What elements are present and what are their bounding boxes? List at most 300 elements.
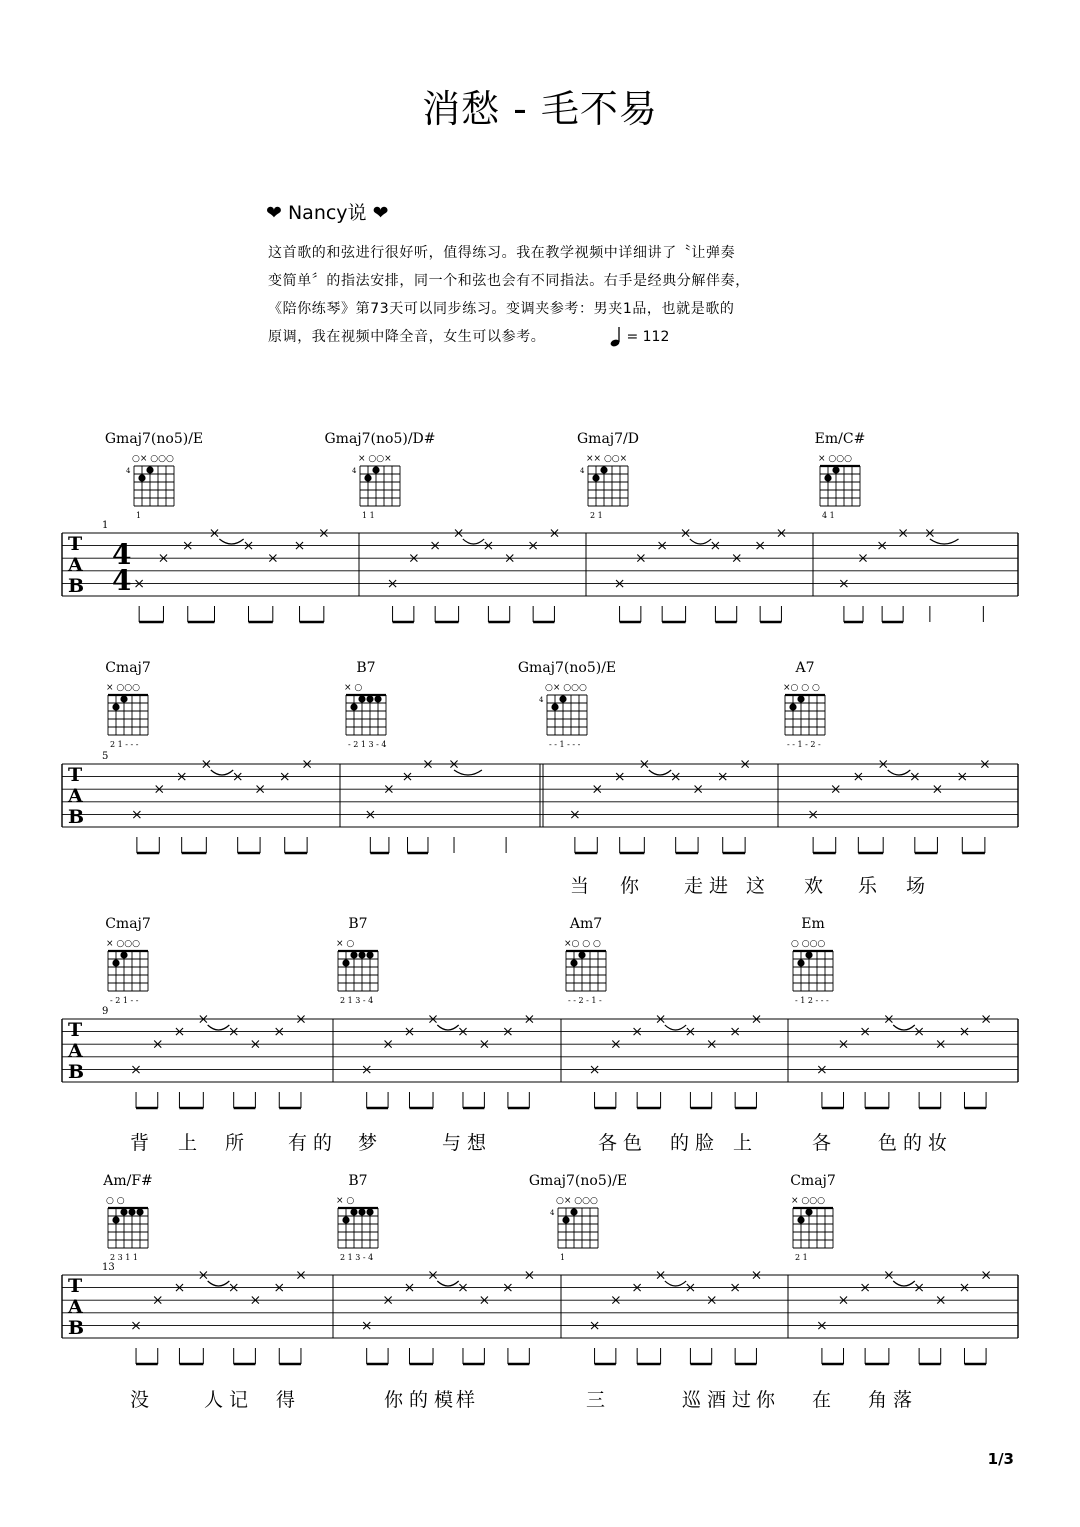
lyric-word: 你 <box>756 1389 782 1411</box>
note-line: 原调，我在视频中降全音，女生可以参考。 <box>268 329 546 345</box>
lyric-word: 在 <box>812 1389 838 1411</box>
tab-clef-letter: T <box>68 533 83 555</box>
chord-fingering: 1 <box>560 1253 566 1262</box>
tab-system <box>62 1173 1018 1411</box>
tab-note: × <box>979 756 991 773</box>
tab-note: × <box>227 1024 240 1041</box>
chord-diagram <box>102 1173 153 1262</box>
chord-finger-dot <box>120 951 127 958</box>
chord-open-muted-marks: ○ ○○○ <box>791 939 826 949</box>
chord-finger-dot <box>578 951 585 958</box>
note-line: 变简单〞的指法安排，同一个和弦也会有不同指法。右手是经典分解伴奏， <box>268 273 750 289</box>
tab-clef-letter: A <box>68 785 83 807</box>
tab-clef-letter: A <box>68 1296 83 1318</box>
tie-arc <box>649 770 671 775</box>
tab-note: × <box>934 1036 947 1053</box>
chord-finger-dot <box>789 703 796 710</box>
page-number: 1/3 <box>987 1450 1014 1468</box>
tie-arc <box>665 1025 686 1030</box>
tab-note: × <box>181 538 194 555</box>
chord-diagram <box>105 660 151 749</box>
tab-clef-letter: A <box>68 554 83 576</box>
chord-open-muted-marks: × ○ <box>336 1196 355 1206</box>
tab-note: × <box>548 525 561 542</box>
tab-note: × <box>716 769 729 786</box>
tab-note: × <box>609 1036 622 1053</box>
chord-diagram <box>105 916 151 1005</box>
chord-diagram <box>529 1173 627 1262</box>
tab-note: × <box>852 769 865 786</box>
tab-note: × <box>669 769 682 786</box>
chord-fingering: - 1 2 - - - <box>795 996 829 1005</box>
tab-note: × <box>273 1024 286 1041</box>
chord-finger-dot <box>350 703 357 710</box>
tab-note: × <box>883 1011 895 1028</box>
tab-note: × <box>588 1317 601 1334</box>
tab-note: × <box>956 769 969 786</box>
chord-diagram <box>336 1173 378 1262</box>
tab-note: × <box>200 756 213 773</box>
lyric-word: 场 <box>906 875 932 897</box>
tab-note: × <box>816 1061 828 1078</box>
tab-note: × <box>739 756 751 773</box>
tab-note: × <box>859 1280 871 1297</box>
tab-note: × <box>173 1280 186 1297</box>
chord-fingering: - 2 1 3 - 4 <box>348 740 387 749</box>
tab-note: × <box>273 1280 286 1297</box>
chord-finger-dot <box>805 951 812 958</box>
chord-fret-number: 4 <box>550 1209 555 1217</box>
tab-note: × <box>175 769 188 786</box>
chord-open-muted-marks: ×× ○○× <box>586 454 628 464</box>
tab-note: × <box>692 781 704 798</box>
tab-note: × <box>130 1061 142 1078</box>
chord-open-muted-marks: × ○○○ <box>106 683 140 693</box>
chord-fingering: 2 1 - - - <box>110 740 139 749</box>
tab-system <box>62 916 1018 1154</box>
chord-name: Gmaj7(no5)/E <box>104 431 204 447</box>
tab-note: × <box>503 550 516 567</box>
tab-note: × <box>980 1267 992 1284</box>
time-signature-bottom: 4 <box>112 564 132 597</box>
chord-finger-dot <box>551 703 558 710</box>
chord-finger-dot <box>120 695 127 702</box>
chord-name: Gmaj7/D <box>577 431 639 447</box>
lyric-word: 上 <box>178 1132 204 1154</box>
tab-note: × <box>523 1267 536 1284</box>
chord-fret-number: 4 <box>580 467 585 475</box>
tab-clef-letter: T <box>68 1019 83 1041</box>
tab-note: × <box>588 1061 601 1078</box>
tab-note: × <box>278 769 291 786</box>
tab-note: × <box>502 1024 514 1041</box>
lyric-word: 这 <box>746 875 772 897</box>
tab-note: × <box>613 575 626 592</box>
chord-finger-dot <box>559 695 566 702</box>
tie-arc <box>665 1281 686 1286</box>
chord-finger-dot <box>600 466 607 473</box>
tab-note: × <box>317 525 330 542</box>
tab-note: × <box>705 1036 718 1053</box>
chord-open-muted-marks: × ○○× <box>358 454 392 464</box>
tab-note: × <box>775 525 788 542</box>
chord-name: B7 <box>348 916 368 932</box>
chord-finger-dot <box>138 474 145 481</box>
chord-fingering: 1 1 <box>362 511 375 520</box>
chord-fingering: 2 1 3 - 4 <box>340 996 374 1005</box>
tab-note: × <box>980 1011 992 1028</box>
tie-arc <box>211 770 233 775</box>
tab-note: × <box>609 1292 622 1309</box>
tab-note: × <box>877 756 890 773</box>
chord-name: B7 <box>356 660 376 676</box>
tab-note: × <box>448 756 460 773</box>
tab-note: × <box>295 1267 307 1284</box>
tab-clef-letter: B <box>68 1317 85 1339</box>
chord-finger-dot <box>592 474 599 481</box>
tab-note: × <box>958 1280 971 1297</box>
chord-fret-number: 4 <box>352 467 357 475</box>
chord-name: Gmaj7(no5)/E <box>528 1173 628 1189</box>
chord-fingering: - - 1 - - - <box>549 740 581 749</box>
chord-fingering: 4 1 <box>822 511 835 520</box>
tab-note: × <box>913 1024 925 1041</box>
lyric-word: 所 <box>225 1132 251 1154</box>
tab-note: × <box>151 1036 164 1053</box>
lyric-word: 各色 <box>598 1132 649 1154</box>
chord-fingering: 2 1 <box>795 1253 808 1262</box>
tab-clef-letter: B <box>68 806 85 828</box>
chord-open-muted-marks: × ○○○ <box>818 454 852 464</box>
tab-system <box>62 660 1018 897</box>
chord-fret-number: 4 <box>539 696 544 704</box>
tie-arc <box>208 1281 230 1286</box>
chord-finger-dot <box>358 1208 365 1215</box>
tab-note: × <box>591 781 604 798</box>
chord-open-muted-marks: ○× ○○○ <box>545 683 587 693</box>
lyric-word: 有的 <box>288 1132 339 1154</box>
note-line: 这首歌的和弦进行很好听，值得练习。我在教学视频中详细讲了〝让弹奏 <box>268 245 736 261</box>
chord-finger-dot <box>372 466 379 473</box>
tab-note: × <box>502 1280 514 1297</box>
tab-note: × <box>897 525 909 542</box>
lyric-word: 人记 <box>204 1389 255 1411</box>
tab-note: × <box>457 1280 469 1297</box>
chord-name: A7 <box>795 660 815 676</box>
chord-diagram <box>791 916 833 1005</box>
tab-note: × <box>934 1292 947 1309</box>
tab-note: × <box>295 1011 307 1028</box>
lyric-word: 背 <box>130 1132 156 1154</box>
tab-note: × <box>837 1036 850 1053</box>
tab-note: × <box>958 1024 971 1041</box>
lyric-word: 走进 <box>684 875 735 897</box>
chord-diagram <box>790 1173 836 1262</box>
chord-finger-dot <box>350 951 357 958</box>
tab-note: × <box>876 538 888 555</box>
chord-finger-dot <box>797 959 804 966</box>
chord-open-muted-marks: ○× ○○○ <box>556 1196 598 1206</box>
tab-note: × <box>908 769 921 786</box>
chord-finger-dot <box>350 1208 357 1215</box>
note-heading: ❤ Nancy说 ❤ <box>266 202 389 224</box>
chord-open-muted-marks: ○× ○○○ <box>132 454 174 464</box>
lyric-word: 巡酒过 <box>682 1389 758 1411</box>
chord-finger-dot <box>832 466 839 473</box>
note-line: 《陪你练琴》第73天可以同步练习。变调夹参考：男夹1品，也就是歌的 <box>268 301 735 317</box>
chord-name: Cmaj7 <box>790 1173 836 1189</box>
tab-note: × <box>679 525 692 542</box>
tab-note: × <box>684 1024 697 1041</box>
chord-open-muted-marks: ×○ ○ ○ <box>564 939 601 949</box>
tab-note: × <box>829 781 842 798</box>
chord-finger-dot <box>112 703 119 710</box>
chord-fingering: - - 2 - 1 - <box>568 996 602 1005</box>
tab-note: × <box>403 1024 416 1041</box>
chord-finger-dot <box>342 1216 349 1223</box>
tab-note: × <box>684 1280 697 1297</box>
tab-note: × <box>242 538 255 555</box>
tab-note: × <box>754 538 767 555</box>
chord-name: Em <box>801 916 825 932</box>
tab-note: × <box>913 1280 925 1297</box>
tie-arc <box>437 1281 458 1286</box>
tab-note: × <box>429 538 442 555</box>
chord-finger-dot <box>146 466 153 473</box>
tab-note: × <box>133 575 146 592</box>
tempo-value: = 112 <box>626 329 670 345</box>
tie-arc <box>893 1025 915 1030</box>
tab-note: × <box>613 769 626 786</box>
tab-note: × <box>478 1292 491 1309</box>
chord-finger-dot <box>136 1208 143 1215</box>
chord-diagram <box>783 660 825 749</box>
tab-note: × <box>360 1061 373 1078</box>
lyric-word: 角落 <box>868 1389 919 1411</box>
tab-note: × <box>527 538 540 555</box>
chord-finger-dot <box>570 1208 577 1215</box>
tab-note: × <box>157 550 170 567</box>
tab-note: × <box>364 806 377 823</box>
tab-note: × <box>807 806 819 823</box>
lyric-word: 三 <box>586 1389 612 1411</box>
chord-diagram <box>577 431 639 520</box>
chord-diagram <box>105 431 203 520</box>
tab-note: × <box>130 1317 142 1334</box>
tab-note: × <box>859 1024 871 1041</box>
lyric-word: 得 <box>276 1389 302 1411</box>
chord-fingering: - 2 1 - - <box>110 996 139 1005</box>
tab-note: × <box>729 1280 742 1297</box>
chord-finger-dot <box>112 1216 119 1223</box>
chord-name: Am/F# <box>103 1173 153 1189</box>
chord-open-muted-marks: × ○ <box>344 683 363 693</box>
tab-note: × <box>523 1011 536 1028</box>
chord-finger-dot <box>805 1208 812 1215</box>
chord-finger-dot <box>570 959 577 966</box>
chord-fingering: - - 1 - 2 - <box>787 740 821 749</box>
chord-diagram <box>518 660 616 749</box>
lyric-word: 上 <box>733 1132 759 1154</box>
tab-note: × <box>383 781 395 798</box>
lyric-word: 与想 <box>442 1132 493 1154</box>
chord-finger-dot <box>366 695 373 702</box>
tab-note: × <box>407 550 420 567</box>
tab-note: × <box>266 550 279 567</box>
measure-number: 13 <box>102 1262 115 1273</box>
chord-open-muted-marks: ○ ○ <box>106 1196 125 1206</box>
tab-clef-letter: B <box>68 575 85 597</box>
tab-note: × <box>857 550 869 567</box>
chord-fingering: 2 1 3 - 4 <box>340 1253 374 1262</box>
tab-note: × <box>750 1011 763 1028</box>
measure-number: 5 <box>102 751 109 762</box>
chord-fingering: 2 1 <box>590 511 603 520</box>
lyric-word: 你的模 <box>384 1389 460 1411</box>
chord-finger-dot <box>824 474 831 481</box>
lyric-word: 梦 <box>358 1132 384 1154</box>
chord-finger-dot <box>797 1216 804 1223</box>
tab-note: × <box>631 1024 644 1041</box>
tab-note: × <box>457 1024 469 1041</box>
tie-arc <box>888 770 911 775</box>
lyric-word: 乐 <box>858 875 884 897</box>
tab-note: × <box>382 1036 394 1053</box>
chord-open-muted-marks: ×○ ○ ○ <box>783 683 820 693</box>
chord-name: Gmaj7(no5)/E <box>517 660 617 676</box>
tab-note: × <box>654 1011 667 1028</box>
chord-finger-dot <box>366 1208 373 1215</box>
tie-arc <box>690 539 711 544</box>
tab-note: × <box>231 769 244 786</box>
tie-arc <box>463 539 484 544</box>
chord-diagram <box>344 660 386 749</box>
chord-finger-dot <box>797 695 804 702</box>
chord-diagram <box>324 431 435 520</box>
chord-finger-dot <box>112 959 119 966</box>
tab-note: × <box>403 1280 416 1297</box>
chord-finger-dot <box>374 695 381 702</box>
chord-open-muted-marks: × ○ <box>336 939 355 949</box>
tab-note: × <box>249 1036 262 1053</box>
tab-note: × <box>638 756 651 773</box>
tab-note: × <box>634 550 647 567</box>
lyric-word: 各 <box>812 1132 838 1154</box>
tab-note: × <box>729 1024 742 1041</box>
tab-note: × <box>427 1011 439 1028</box>
tab-note: × <box>386 575 399 592</box>
tab-note: × <box>656 538 669 555</box>
tab-note: × <box>249 1292 262 1309</box>
tie-arc <box>437 1025 458 1030</box>
tab-note: × <box>173 1024 186 1041</box>
lyric-word: 欢 <box>804 875 830 897</box>
chord-name: Gmaj7(no5)/D# <box>324 431 436 447</box>
tab-note: × <box>153 781 166 798</box>
lyric-word: 的脸 <box>670 1132 721 1154</box>
song-title: 消愁 - 毛不易 <box>422 87 658 131</box>
tab-note: × <box>452 525 465 542</box>
time-signature-top: 4 <box>112 538 132 571</box>
chord-diagram <box>815 431 866 520</box>
tab-note: × <box>705 1292 718 1309</box>
tab-note: × <box>631 1280 644 1297</box>
tab-note: × <box>569 806 581 823</box>
chord-open-muted-marks: × ○○○ <box>106 939 140 949</box>
tab-note: × <box>709 538 722 555</box>
tab-note: × <box>208 525 221 542</box>
tab-note: × <box>151 1292 164 1309</box>
tab-system <box>62 431 1018 622</box>
tab-note: × <box>478 1036 491 1053</box>
tab-clef-letter: B <box>68 1061 85 1083</box>
tab-note: × <box>301 756 313 773</box>
tab-note: × <box>838 575 850 592</box>
lyric-word: 当 <box>570 875 596 897</box>
tab-clef-letter: A <box>68 1040 83 1062</box>
tab-note: × <box>293 538 306 555</box>
chord-finger-dot <box>364 474 371 481</box>
tab-note: × <box>482 538 495 555</box>
chord-name: Am7 <box>569 916 603 932</box>
lyric-word: 你 <box>620 875 646 897</box>
measure-number: 9 <box>102 1006 109 1017</box>
tie-arc <box>893 1281 915 1286</box>
tab-clef-letter: T <box>68 1275 83 1297</box>
chord-finger-dot <box>128 1208 135 1215</box>
chord-finger-dot <box>562 1216 569 1223</box>
tie-arc <box>219 539 243 544</box>
chord-finger-dot <box>358 951 365 958</box>
tab-note: × <box>924 525 936 542</box>
tab-note: × <box>750 1267 763 1284</box>
chord-diagram <box>564 916 606 1005</box>
tab-note: × <box>883 1267 895 1284</box>
lyric-word: 没 <box>130 1389 156 1411</box>
chord-fret-number: 4 <box>126 467 131 475</box>
tie-arc <box>208 1025 230 1030</box>
lyric-word: 色的妆 <box>878 1132 954 1154</box>
chord-name: Cmaj7 <box>105 916 151 932</box>
tab-note: × <box>227 1280 240 1297</box>
tab-note: × <box>401 769 414 786</box>
measure-number: 1 <box>102 520 109 531</box>
chord-name: Cmaj7 <box>105 660 151 676</box>
chord-diagram <box>336 916 378 1005</box>
lyric-word: 样 <box>456 1389 482 1411</box>
tab-note: × <box>422 756 434 773</box>
chord-finger-dot <box>120 1208 127 1215</box>
tab-clef-letter: T <box>68 764 83 786</box>
chord-name: Em/C# <box>814 431 866 447</box>
chord-name: B7 <box>348 1173 368 1189</box>
tab-note: × <box>197 1011 210 1028</box>
chord-fingering: 1 <box>136 511 142 520</box>
tab-note: × <box>837 1292 850 1309</box>
chord-open-muted-marks: × ○○○ <box>791 1196 825 1206</box>
tab-note: × <box>131 806 143 823</box>
chord-finger-dot <box>366 951 373 958</box>
tab-note: × <box>816 1317 828 1334</box>
chord-fingering: 2 3 1 1 <box>110 1253 138 1262</box>
chord-finger-dot <box>342 959 349 966</box>
chord-finger-dot <box>358 695 365 702</box>
tab-note: × <box>382 1292 394 1309</box>
tab-note: × <box>254 781 266 798</box>
tab-note: × <box>197 1267 210 1284</box>
tab-note: × <box>427 1267 439 1284</box>
tab-note: × <box>730 550 743 567</box>
